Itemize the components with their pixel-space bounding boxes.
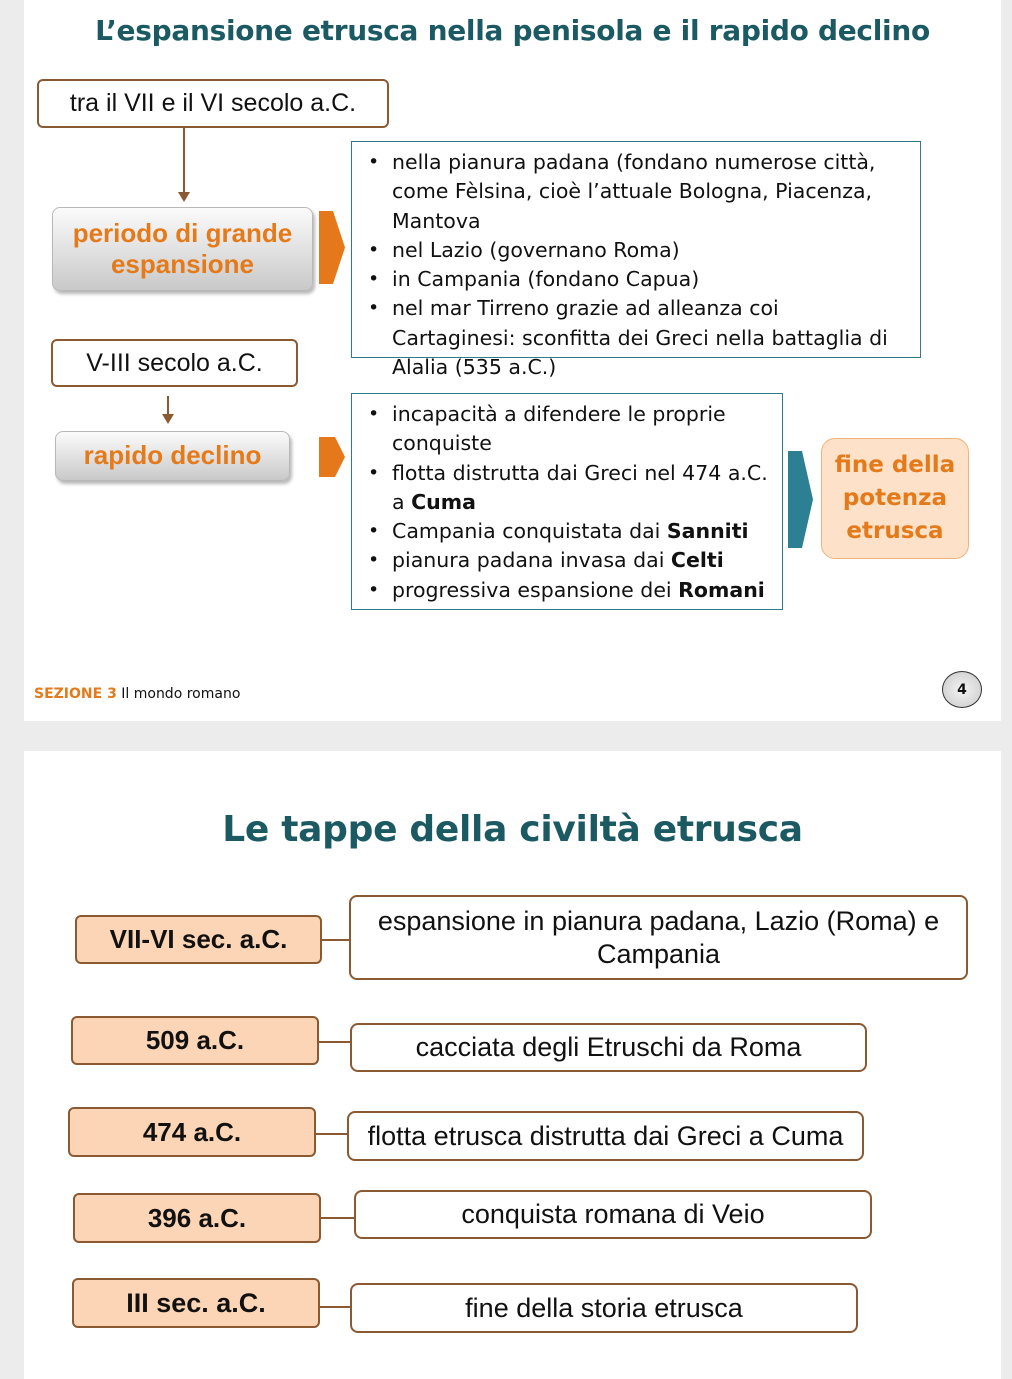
timeline-date: III sec. a.C.: [72, 1278, 320, 1328]
list-item: • in Campania (fondano Capua): [364, 265, 908, 294]
list-item: • pianura padana invasa dai Celti: [364, 546, 770, 575]
timeline-event: flotta etrusca distrutta dai Greci a Cuma: [347, 1111, 864, 1161]
connector-line: [167, 396, 169, 414]
slide-expansion: [24, 0, 1001, 721]
footer: [34, 686, 240, 702]
footer-section: SEZIONE 3: [34, 686, 117, 702]
arrow-down-icon: [178, 192, 190, 202]
list-item: • incapacità a difendere le proprie conquiste: [364, 400, 770, 459]
page-number: 4: [942, 671, 982, 708]
list-item: • progressiva espansione dei Romani: [364, 576, 770, 605]
list-item: • nella pianura padana (fondano numerose città, come Fèlsina, cioè l’attuale Bologna, Piacenza, Mantova: [364, 148, 908, 236]
period-box-v-iii: V-III secolo a.C.: [51, 339, 298, 387]
timeline-connector: [319, 1041, 351, 1043]
list-item: • Campania conquistata dai Sanniti: [364, 517, 770, 546]
timeline-connector: [322, 939, 350, 941]
timeline-event: espansione in pianura padana, Lazio (Roma) e Campania: [349, 895, 968, 980]
list-item: • flotta distrutta dai Greci nel 474 a.C. a Cuma: [364, 459, 770, 518]
list-item: • nel mar Tirreno grazie ad alleanza coi Cartaginesi: sconfitta dei Greci nella battaglia di Alalia (535 a.C.): [364, 294, 908, 382]
timeline-date: 396 a.C.: [73, 1193, 321, 1243]
timeline-connector: [321, 1217, 355, 1219]
slide-title: Le tappe della civiltà etrusca: [222, 809, 803, 850]
result-box: fine della potenza etrusca: [821, 438, 969, 559]
timeline-event: fine della storia etrusca: [350, 1283, 858, 1333]
period-box-vii-vi: tra il VII e il VI secolo a.C.: [37, 79, 389, 128]
chevron-right-icon: [319, 211, 345, 284]
chevron-right-icon: [788, 451, 813, 548]
list-item: • nel Lazio (governano Roma): [364, 236, 908, 265]
phase-box-expansion: periodo di grande espansione: [52, 207, 313, 291]
arrow-down-icon: [162, 414, 174, 424]
slide-title: L’espansione etrusca nella penisola e il rapido declino: [95, 14, 930, 47]
timeline-date: VII-VI sec. a.C.: [75, 915, 322, 964]
timeline-connector: [320, 1306, 351, 1308]
timeline-date: 509 a.C.: [71, 1016, 319, 1065]
footer-title: Il mondo romano: [121, 686, 241, 702]
decline-list-box: [351, 393, 783, 610]
chevron-right-icon: [319, 437, 345, 477]
phase-box-decline: rapido declino: [55, 431, 290, 481]
connector-line: [183, 128, 185, 192]
timeline-event: cacciata degli Etruschi da Roma: [350, 1023, 867, 1072]
timeline-connector: [316, 1133, 348, 1135]
slide-timeline: [24, 751, 1001, 1379]
timeline-date: 474 a.C.: [68, 1107, 316, 1157]
timeline-event: conquista romana di Veio: [354, 1190, 872, 1239]
expansion-list-box: [351, 141, 921, 380]
